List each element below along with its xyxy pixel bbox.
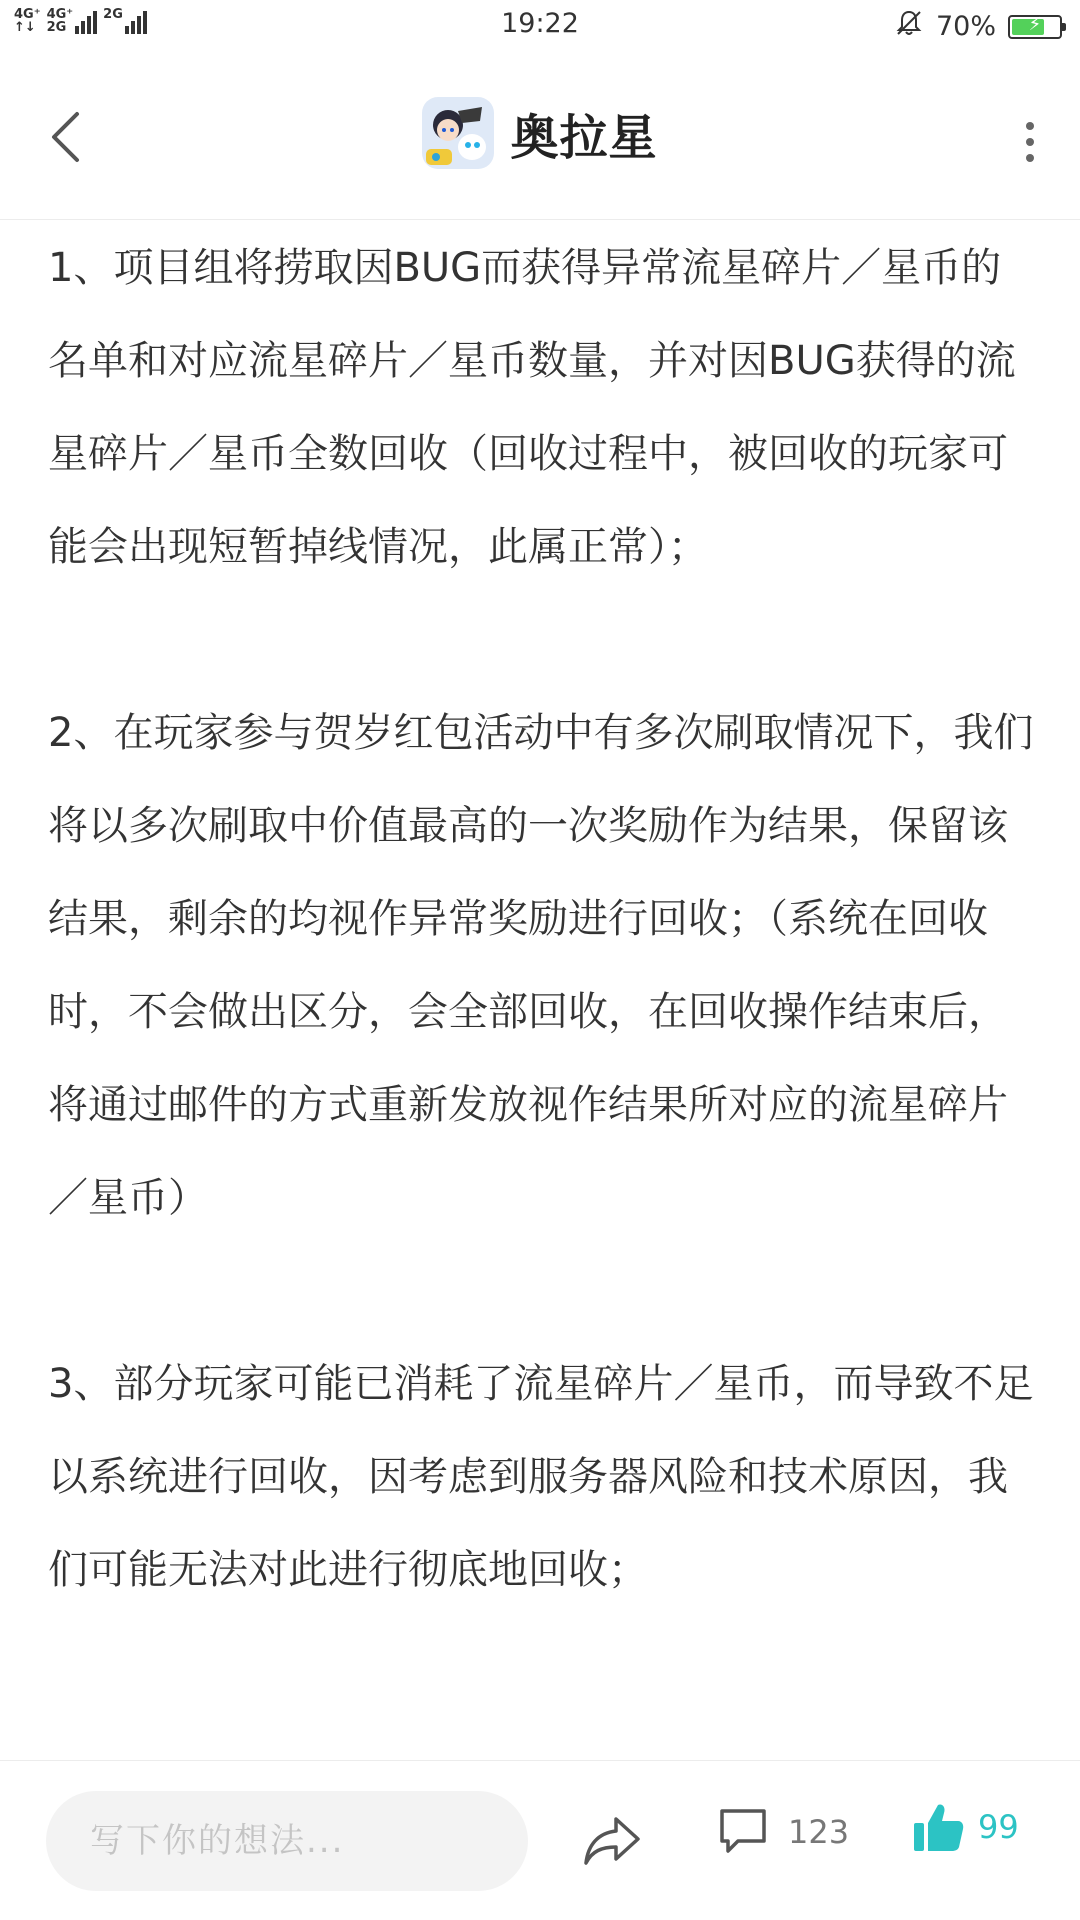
- thumbs-up-icon: [910, 1799, 966, 1855]
- network-type-label: 4G⁺: [46, 7, 74, 22]
- nav-title-group[interactable]: [0, 97, 1080, 169]
- status-time: 19:22: [501, 8, 579, 39]
- paragraph-spacer: [48, 1245, 1038, 1338]
- status-right: [894, 8, 1062, 45]
- more-vertical-icon: [1026, 122, 1034, 130]
- network-data-label: ↑↓: [14, 20, 36, 35]
- article-paragraph: 2、在玩家参与贺岁红包活动中有多次刷取情况下，我们将以多次刷取中价值最高的一次奖励作为结果，保留该结果，剩余的均视作异常奖励进行回收；（系统在回收时，不会做出区分，会全部回收，在回收操作结束后，将通过邮件的方式重新发放视作结果所对应的流星碎片／星币）: [48, 710, 1034, 1221]
- network-type-label: 4G⁺: [14, 7, 41, 22]
- more-options-button[interactable]: [1010, 112, 1050, 172]
- article-body: [48, 222, 1038, 1617]
- battery-icon: [1008, 15, 1062, 39]
- article-paragraph: 1、项目组将捞取因BUG而获得异常流星碎片／星币的名单和对应流星碎片／星币数量，并对因BUG获得的流星碎片／星币全数回收（回收过程中，被回收的玩家可能会出现短暂掉线情况，此属正常）；: [48, 245, 1016, 570]
- network-type-label: 2G: [103, 7, 123, 22]
- comment-bubble-icon: [716, 1805, 770, 1859]
- comments-button[interactable]: [716, 1805, 849, 1859]
- charging-bolt-icon: ⚡: [1028, 13, 1042, 35]
- like-count: 99: [978, 1808, 1019, 1846]
- app-avatar: [422, 97, 494, 169]
- nav-bar: [0, 52, 1080, 220]
- page-title: 奥拉星: [510, 109, 658, 166]
- comment-count: 123: [788, 1813, 850, 1851]
- share-button[interactable]: [580, 1811, 644, 1871]
- paragraph-spacer: [48, 594, 1038, 687]
- network-type-label: 2G: [46, 20, 67, 35]
- notifications-muted-icon: [894, 8, 924, 45]
- comment-input[interactable]: [46, 1791, 528, 1891]
- battery-percent: 70%: [935, 11, 996, 42]
- article-paragraph: 3、部分玩家可能已消耗了流星碎片／星币，而导致不足以系统进行回收，因考虑到服务器风险和技术原因，我们可能无法对此进行彻底地回收；: [48, 1361, 1034, 1593]
- like-button[interactable]: [910, 1799, 1019, 1855]
- status-bar: [0, 0, 1080, 52]
- bottom-action-bar: [0, 1760, 1080, 1920]
- game-logo-image: [422, 97, 494, 169]
- share-icon: [580, 1811, 644, 1871]
